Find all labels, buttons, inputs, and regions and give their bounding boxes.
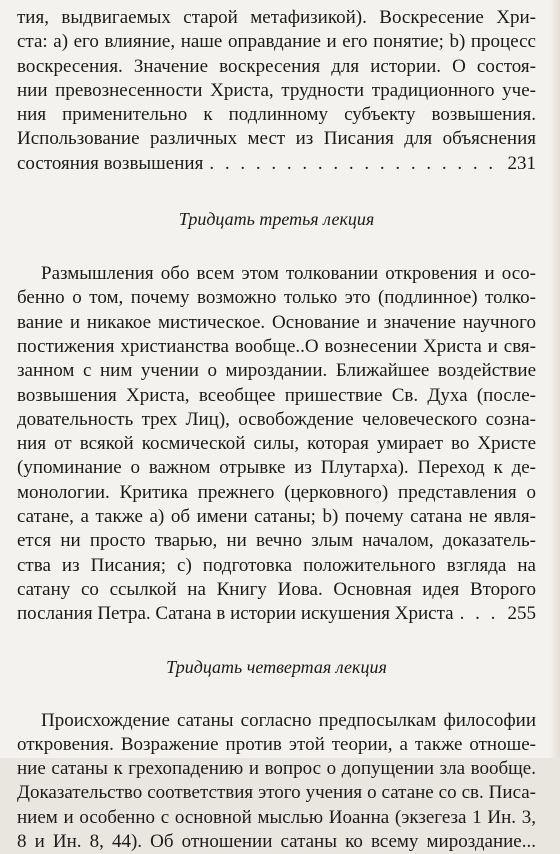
lecture-34-summary: [17, 709, 536, 854]
text-line: тия, выдвигаемых старой метафизикой). Воскресение Хри-: [17, 7, 536, 28]
text-line: монологии. Критика прежнего (церковного) представления о: [17, 481, 536, 503]
toc-entry-line: [17, 602, 536, 626]
toc-entry-line: [17, 152, 536, 176]
text-line: Происхождение сатаны согласно предпосылкам философии: [41, 709, 536, 731]
text-line: воскресения. Значение воскресения для истории. О состоя-: [17, 55, 536, 77]
text-line: нии превознесенности Христа, трудности традиционного уче-: [17, 79, 536, 101]
text-line: Размышления обо всем этом толковании откровения и осо-: [41, 263, 536, 285]
text-line: вание и никакое мистическое. Основание и значение научного: [17, 311, 536, 333]
text-line: занном с ним учении о мироздании. Ближайшее воздействие: [17, 360, 536, 382]
text-line: состояния возвышения: [17, 152, 204, 174]
text-line: ние сатаны к грехопадению и вопрос о допущении зла вообще.: [17, 758, 536, 780]
text-line: ется ни просто тварью, ни вечно злым началом, доказатель-: [17, 530, 536, 552]
text-line: довательность трех Лиц), освобождение человеческого созна-: [17, 408, 536, 430]
text-line: ста: а) его влияние, наше оправдание и его понятие; b) процесс: [17, 31, 536, 53]
page-number: 231: [507, 152, 536, 174]
text-line: ства из Писания; с) подготовка положительного взгляда на: [17, 554, 536, 576]
lecture-32-summary-continued: [17, 0, 536, 176]
text-line: откровения. Возражение против этой теории, а также отноше-: [17, 733, 536, 755]
text-line: (упоминание о важном отрывке из Плутарха). Переход к де-: [17, 457, 536, 479]
text-line: бенно о том, почему возможно только это (подлинное) толко-: [17, 287, 536, 309]
dot-leader: [460, 602, 502, 626]
dot-leader: [209, 152, 501, 176]
text-line: постижения христианства вообще..О вознесении Христа и свя-: [17, 335, 536, 357]
text-line: возвышения Христа, всеобщее пришествие Св. Духа (после-: [17, 384, 536, 406]
lecture-33-summary: [17, 262, 536, 626]
lecture-heading: Тридцать третья лекция: [178, 209, 375, 230]
text-line: ния от всякой космической силы, которая умирает во Христе: [17, 433, 536, 455]
lecture-heading: Тридцать четвертая лекция: [166, 656, 387, 677]
page-edge-shadow: [550, 0, 560, 758]
text-line: сатане, а также а) об имени сатаны; b) почему сатана не явля-: [17, 506, 536, 528]
text-line: ния применительно к подлинному субъекту возвышения.: [17, 104, 536, 126]
text-line: сатану со ссылкой на Книгу Иова. Основная идея Второго: [17, 578, 536, 600]
text-line: послания Петра. Сатана в истории искушения Христа: [17, 603, 454, 625]
text-line: нием и особенно с основной мыслью Иоанна (экзегеза 1 Ин. 3,: [17, 806, 536, 828]
page-number: 255: [507, 603, 536, 625]
text-line: 8 и Ин. 8, 44). Об отношении сатаны ко всему мироздание...: [17, 831, 536, 853]
text-line: Доказательство соответствия этого учения о сатане со св. Писа-: [17, 782, 536, 804]
text-line: Использование различных мест из Писания для объяснения: [17, 128, 536, 150]
